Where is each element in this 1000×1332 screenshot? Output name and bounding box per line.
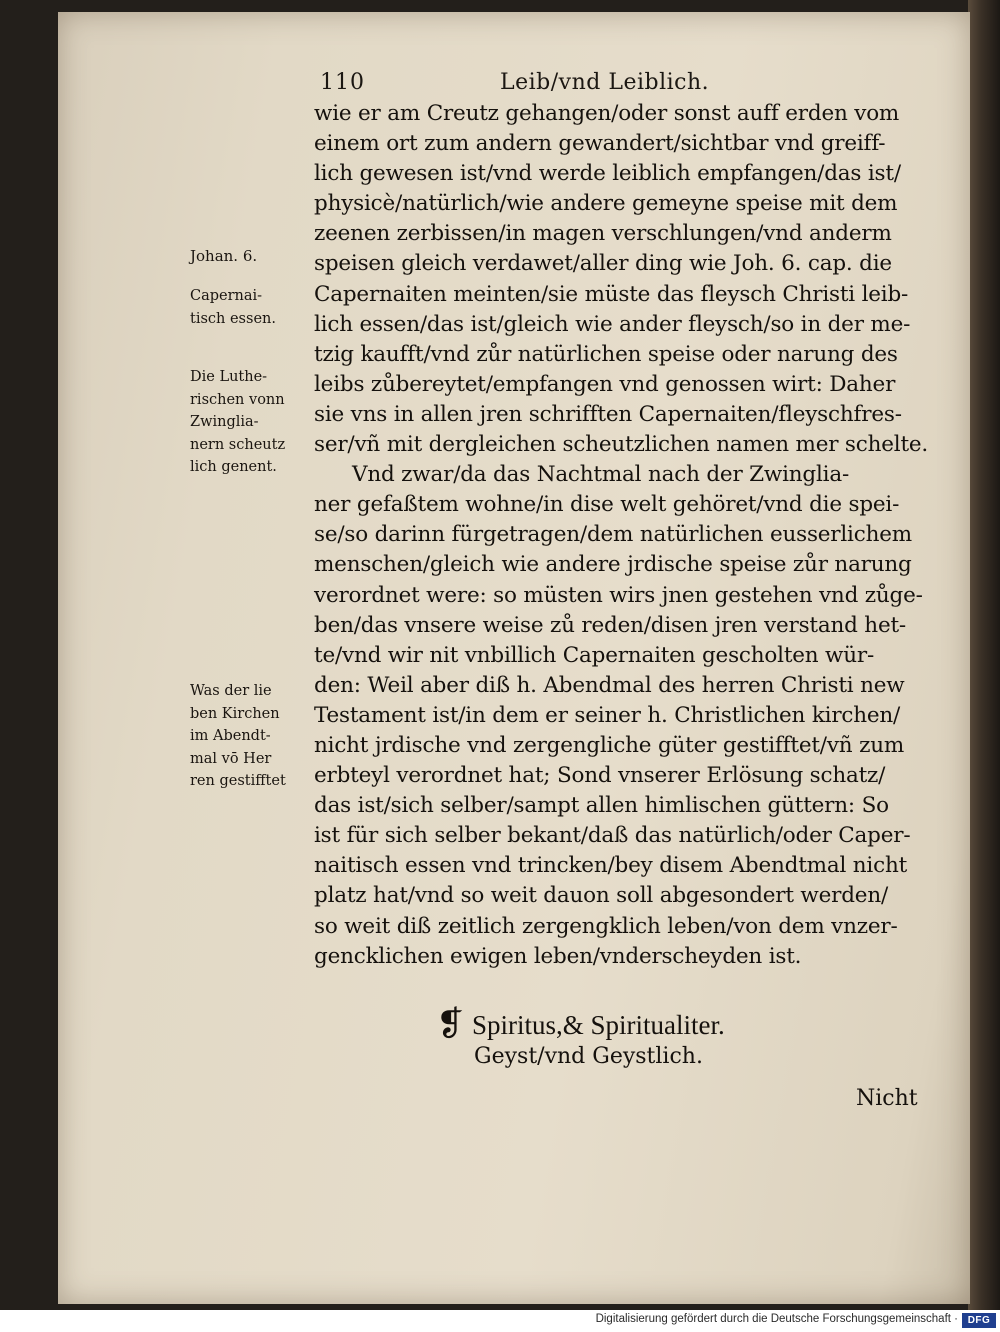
pilcrow-icon: ❡ xyxy=(436,1004,465,1044)
text-line: lich essen/das ist/gleich wie ander fleysch/so in der me- xyxy=(314,311,911,337)
footer-bar xyxy=(0,1310,1000,1332)
marginal-line: lich genent. xyxy=(190,459,277,475)
marginal-line: tisch essen. xyxy=(190,310,276,327)
dfg-logo-icon: DFG xyxy=(962,1313,996,1328)
marginal-line: nern scheutz xyxy=(190,436,286,453)
text-line-paragraph-start: Vnd zwar/da das Nachtmal nach der Zwinglia- xyxy=(352,462,850,488)
text-line: zeenen zerbissen/in magen verschlungen/vnd anderm xyxy=(314,221,892,247)
marginal-line: Was der lie xyxy=(190,683,272,699)
text-line: ner gefaßtem wohne/in dise welt gehöret/vnd die spei- xyxy=(314,492,900,518)
text-line: menschen/gleich wie andere jrdische speise zůr narung xyxy=(314,552,912,578)
marginal-line: Capernai- xyxy=(190,288,263,304)
body-text xyxy=(314,99,944,972)
text-line: te/vnd wir nit vnbillich Capernaiten gescholten wür- xyxy=(314,642,875,668)
section-heading-latin: Spiritus,& Spiritualiter. xyxy=(472,1010,725,1040)
text-line: platz hat/vnd so weit dauon soll abgesondert werden/ xyxy=(314,883,889,909)
running-title: Leib/vnd Leiblich. xyxy=(500,70,710,95)
marginal-line: mal vō Her xyxy=(190,750,272,767)
marginal-line: ren gestifftet xyxy=(190,773,286,789)
text-line: tzig kaufft/vnd zůr natürlichen speise oder narung des xyxy=(314,341,898,367)
text-line: Testament ist/in dem er seiner h. Christlichen kirchen/ xyxy=(314,702,901,728)
text-line: wie er am Creutz gehangen/oder sonst auff erden vom xyxy=(314,101,900,126)
text-line: so weit diß zeitlich zergengklich leben/von dem vnzer- xyxy=(314,913,898,939)
text-line: leibs zůbereytet/empfangen vnd genossen wirt: Daher xyxy=(314,371,896,397)
text-line: verordnet were: so müsten wirs jnen gestehen vnd zůge- xyxy=(314,582,923,608)
text-line: gencklichen ewigen leben/vnderscheyden ist. xyxy=(314,943,802,969)
text-line: ser/vñ mit dergleichen scheutzlichen namen mer schelte. xyxy=(314,432,929,458)
text-line: speisen gleich verdawet/aller ding wie Joh. 6. cap. die xyxy=(314,251,892,277)
text-line: lich gewesen ist/vnd werde leiblich empfangen/das ist/ xyxy=(314,161,901,187)
text-line: das ist/sich selber/sampt allen himlischen güttern: So xyxy=(314,793,889,819)
text-line: physicè/natürlich/wie andere gemeyne speise mit dem xyxy=(314,191,898,217)
marginal-note-johan xyxy=(190,241,314,271)
marginal-note-lutherischen xyxy=(190,366,314,479)
marginal-line: Zwinglia- xyxy=(190,414,259,430)
folio-number: 110 xyxy=(320,70,365,95)
marginal-line: im Abendt- xyxy=(190,728,271,744)
footer-credit: Digitalisierung gefördert durch die Deutsche Forschungsgemeinschaft · xyxy=(595,1313,958,1325)
marginal-note-capernaitisch xyxy=(190,285,314,330)
section-heading-german: Geyst/vnd Geystlich. xyxy=(474,1044,703,1069)
book-edge xyxy=(968,0,1000,1310)
text-line: Capernaiten meinten/sie müste das fleysch Christi leib- xyxy=(314,281,909,307)
text-line: ben/das vnsere weise zů reden/disen jren verstand het- xyxy=(314,612,906,638)
catchword: Nicht xyxy=(856,1086,918,1111)
marginal-line: ben Kirchen xyxy=(190,705,280,722)
marginal-line: rischen vonn xyxy=(190,391,285,408)
text-line: se/so darinn fürgetragen/dem natürlichen eusserlichem xyxy=(314,522,912,548)
text-line: den: Weil aber diß h. Abendmal des herren Christi new xyxy=(314,672,905,698)
marginal-line: Johan. 6. xyxy=(190,247,258,265)
marginal-line: Die Luthe- xyxy=(190,369,268,385)
text-line: nicht jrdische vnd zergengliche güter gestifftet/vñ zum xyxy=(314,732,905,758)
text-line: sie vns in allen jren schrifften Capernaiten/fleyschfres- xyxy=(314,401,902,427)
marginal-note-kirchen xyxy=(190,680,314,793)
text-line: erbteyl verordnet hat; Sond vnserer Erlösung schatz/ xyxy=(314,763,886,789)
text-line: naitisch essen vnd trincken/bey disem Abendtmal nicht xyxy=(314,853,908,879)
text-line: einem ort zum andern gewandert/sichtbar vnd greiff- xyxy=(314,131,886,157)
text-line: ist für sich selber bekant/daß das natürlich/oder Caper- xyxy=(314,823,911,849)
